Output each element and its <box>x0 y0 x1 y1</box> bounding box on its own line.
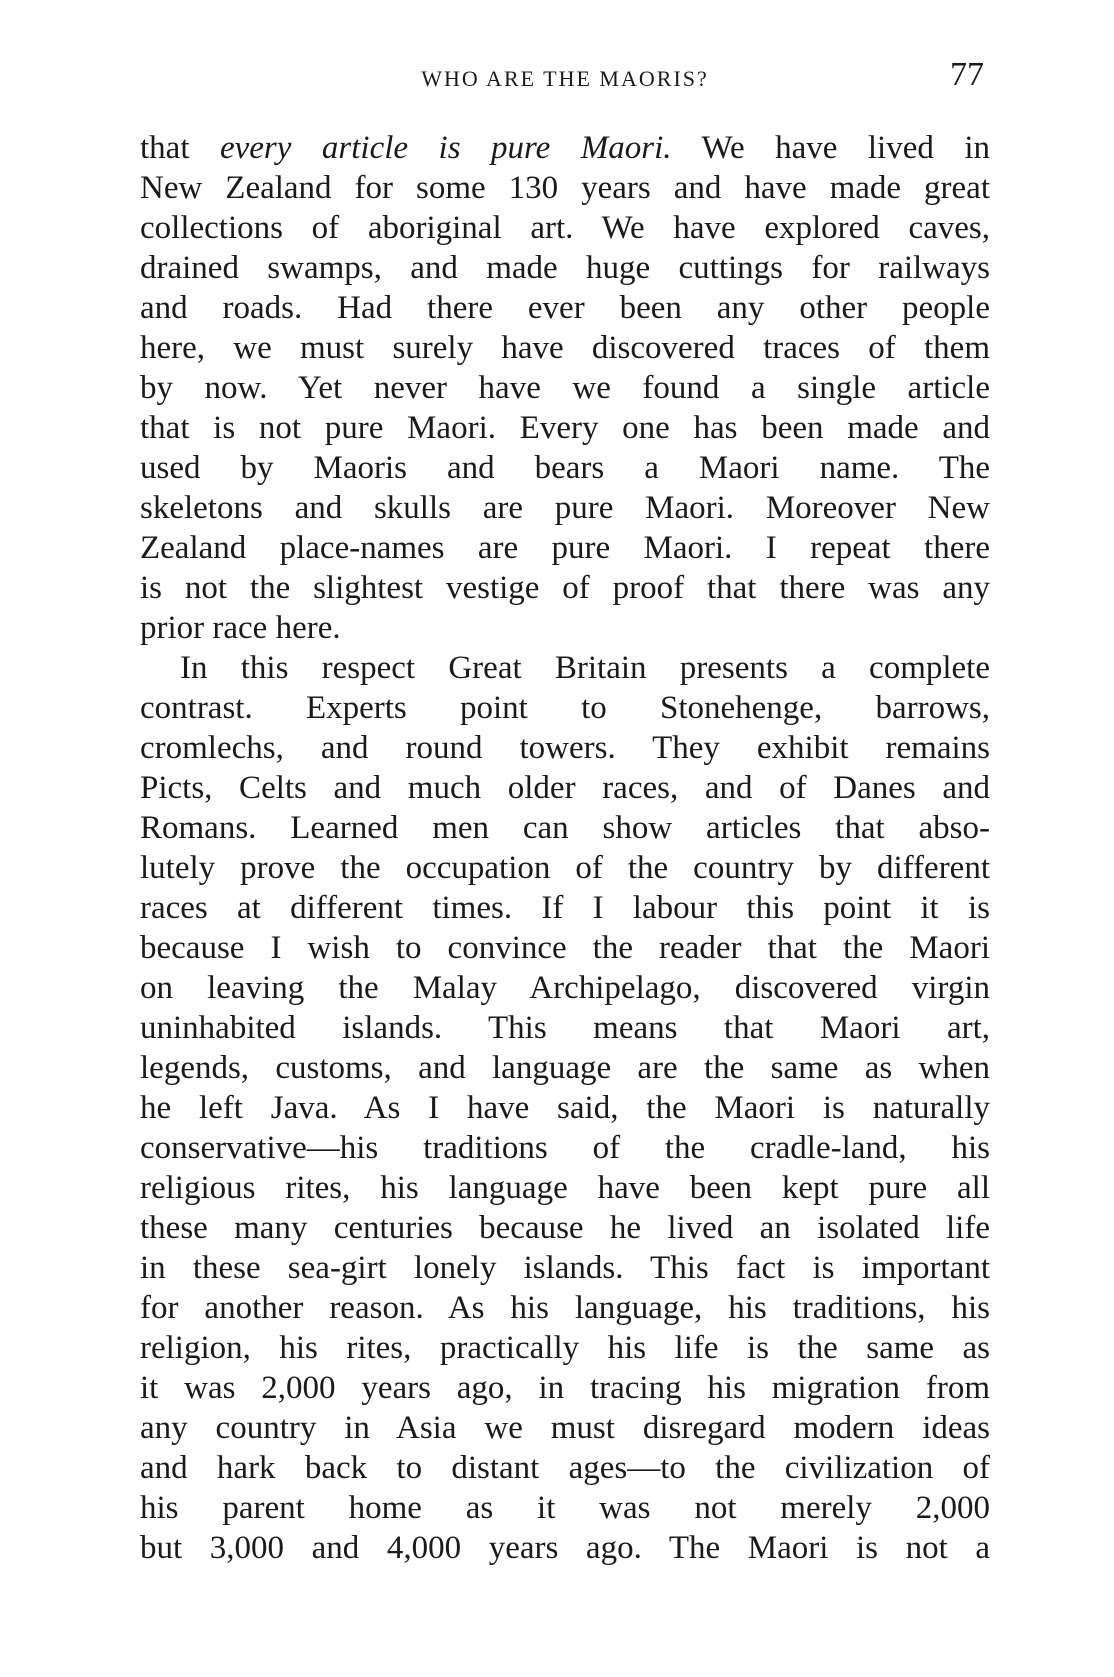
text-segment: uninhabited islands. This means that Maori art, <box>140 1010 990 1046</box>
text-segment: but 3,000 and 4,000 years ago. The Maori is not a <box>140 1530 990 1566</box>
text-line <box>140 1448 990 1488</box>
text-segment: here, we must surely have discovered traces of them <box>140 330 990 366</box>
text-segment: collections of aboriginal art. We have explored caves, <box>140 210 990 246</box>
text-segment: New Zealand for some 130 years and have made great <box>140 170 990 206</box>
text-segment: religion, his rites, practically his life is the same as <box>140 1330 990 1366</box>
text-line <box>140 248 990 288</box>
text-segment: he left Java. As I have said, the Maori is naturally <box>140 1090 990 1126</box>
text-segment: his parent home as it was not merely 2,000 <box>140 1490 990 1526</box>
text-segment: in these sea-girt lonely islands. This fact is important <box>140 1250 990 1286</box>
text-line <box>140 368 990 408</box>
text-line <box>140 1328 990 1368</box>
text-line <box>140 528 990 568</box>
text-segment: Romans. Learned men can show articles that abso- <box>140 810 990 846</box>
text-line <box>140 688 990 728</box>
text-line <box>140 568 990 608</box>
text-segment: these many centuries because he lived an isolated life <box>140 1210 990 1246</box>
text-line <box>140 208 990 248</box>
text-line <box>140 328 990 368</box>
paragraph <box>140 648 990 1568</box>
text-segment: it was 2,000 years ago, in tracing his migration from <box>140 1370 990 1406</box>
text-segment: because I wish to convince the reader that the Maori <box>140 930 990 966</box>
text-line <box>140 928 990 968</box>
text-segment: for another reason. As his language, his traditions, his <box>140 1290 990 1326</box>
text-segment: Zealand place-names are pure Maori. I repeat there <box>140 530 990 566</box>
paragraph <box>140 128 990 648</box>
text-line <box>140 1368 990 1408</box>
text-segment: In this respect Great Britain presents a complete <box>180 650 990 686</box>
text-line <box>140 288 990 328</box>
text-line <box>140 1128 990 1168</box>
text-segment: drained swamps, and made huge cuttings for railways <box>140 250 990 286</box>
italic-text: every article is pure Maori. <box>219 130 672 166</box>
text-line <box>140 1008 990 1048</box>
text-line <box>140 168 990 208</box>
text-line <box>140 608 990 648</box>
text-segment: cromlechs, and round towers. They exhibit remains <box>140 730 990 766</box>
text-line <box>140 1088 990 1128</box>
running-head <box>140 56 990 96</box>
text-segment: races at different times. If I labour this point it is <box>140 890 990 926</box>
text-line <box>140 1528 990 1568</box>
text-line <box>140 408 990 448</box>
text-line <box>140 1208 990 1248</box>
text-segment: Picts, Celts and much older races, and of Danes and <box>140 770 990 806</box>
text-segment: legends, customs, and language are the same as when <box>140 1050 990 1086</box>
text-segment: skeletons and skulls are pure Maori. Moreover New <box>140 490 990 526</box>
text-segment: on leaving the Malay Archipelago, discovered virgin <box>140 970 990 1006</box>
text-segment: We have lived in <box>671 130 990 166</box>
text-segment: and hark back to distant ages—to the civilization of <box>140 1450 990 1486</box>
page-number: 77 <box>950 56 984 93</box>
text-line <box>140 888 990 928</box>
text-segment: by now. Yet never have we found a single article <box>140 370 990 406</box>
text-line <box>140 1488 990 1528</box>
text-line <box>140 448 990 488</box>
text-segment: prior race here. <box>140 610 341 646</box>
text-line <box>140 488 990 528</box>
text-line <box>140 728 990 768</box>
text-segment: and roads. Had there ever been any other people <box>140 290 990 326</box>
text-line <box>140 808 990 848</box>
text-line <box>140 968 990 1008</box>
text-line <box>140 848 990 888</box>
text-segment: contrast. Experts point to Stonehenge, barrows, <box>140 690 990 726</box>
running-title: WHO ARE THE MAORIS? <box>421 66 709 91</box>
text-segment: is not the slightest vestige of proof that there was any <box>140 570 990 606</box>
text-segment: that is not pure Maori. Every one has been made and <box>140 410 990 446</box>
text-segment: any country in Asia we must disregard modern ideas <box>140 1410 990 1446</box>
text-segment: religious rites, his language have been kept pure all <box>140 1170 990 1206</box>
body-text <box>140 128 990 1568</box>
text-segment: used by Maoris and bears a Maori name. The <box>140 450 990 486</box>
text-line <box>140 1408 990 1448</box>
text-line <box>140 768 990 808</box>
text-line <box>140 1288 990 1328</box>
text-line <box>140 1048 990 1088</box>
text-segment: conservative—his traditions of the cradle-land, his <box>140 1130 990 1166</box>
text-line <box>140 648 990 688</box>
text-line <box>140 128 990 168</box>
text-line <box>140 1248 990 1288</box>
text-line <box>140 1168 990 1208</box>
text-segment: lutely prove the occupation of the country by different <box>140 850 990 886</box>
text-segment: that <box>140 130 220 166</box>
